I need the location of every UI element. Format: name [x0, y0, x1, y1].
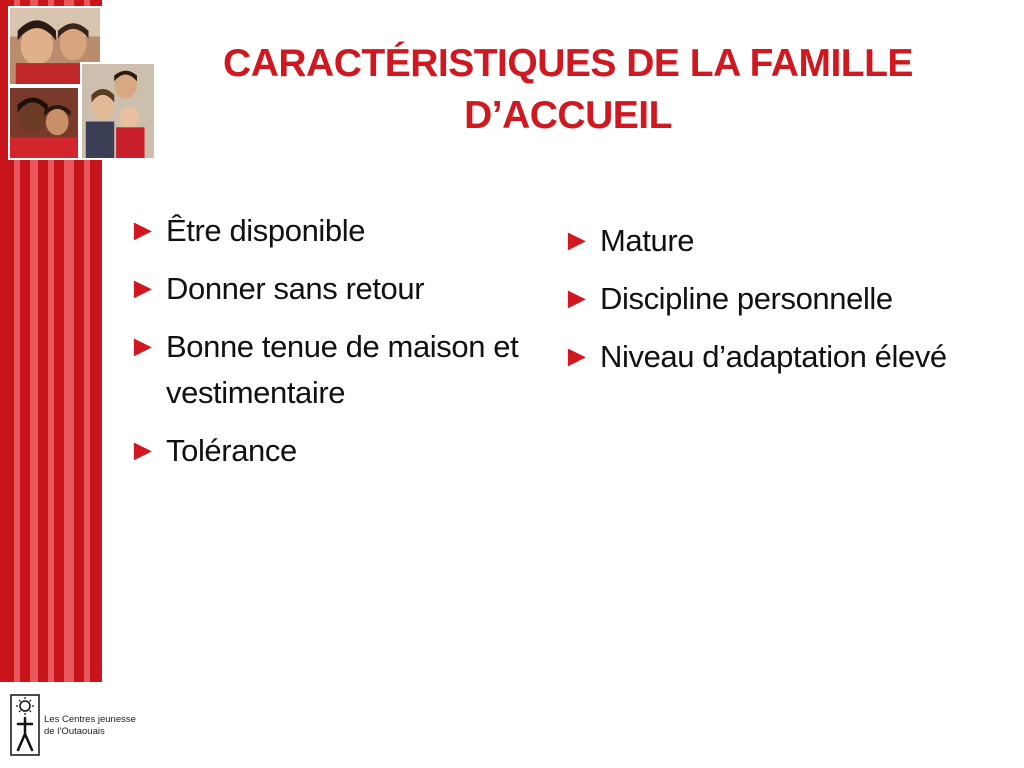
- arrow-right-icon: ►: [128, 330, 158, 363]
- bullet-item: [128, 208, 548, 254]
- bullet-text: Donner sans retour: [166, 271, 425, 306]
- title-line: CARACTÉRISTIQUES DE LA FAMILLE: [223, 42, 913, 85]
- bullet-text: Être disponible: [166, 213, 366, 248]
- bullet-text: Mature: [600, 223, 695, 258]
- bullet-list-right: [562, 218, 962, 392]
- organization-logo: [10, 690, 160, 760]
- bullet-text: Discipline personnelle: [600, 281, 893, 316]
- slide-title: [200, 38, 936, 142]
- bullet-item: [128, 324, 548, 416]
- arrow-right-icon: ►: [562, 282, 592, 315]
- family-photo: [8, 86, 80, 160]
- bullet-text: Bonne tenue de maison et vestimentaire: [166, 329, 519, 410]
- arrow-right-icon: ►: [128, 272, 158, 305]
- logo-text-line: Les Centres jeunesse: [44, 714, 136, 725]
- bullet-item: [128, 266, 548, 312]
- arrow-right-icon: ►: [562, 340, 592, 373]
- centres-jeunesse-logo-icon: [10, 694, 40, 756]
- family-photo: [80, 62, 156, 160]
- bullet-list-left: [128, 208, 548, 486]
- bullet-item: [128, 428, 548, 474]
- arrow-right-icon: ►: [128, 214, 158, 247]
- arrow-right-icon: ►: [562, 224, 592, 257]
- bullet-text: Niveau d’adaptation élevé: [600, 339, 947, 374]
- logo-text-line: de l’Outaouais: [44, 726, 105, 737]
- bullet-text: Tolérance: [166, 433, 297, 468]
- arrow-right-icon: ►: [128, 434, 158, 467]
- bullet-item: [562, 276, 962, 322]
- bullet-item: [562, 334, 962, 380]
- title-line: D’ACCUEIL: [464, 94, 672, 137]
- bullet-item: [562, 218, 962, 264]
